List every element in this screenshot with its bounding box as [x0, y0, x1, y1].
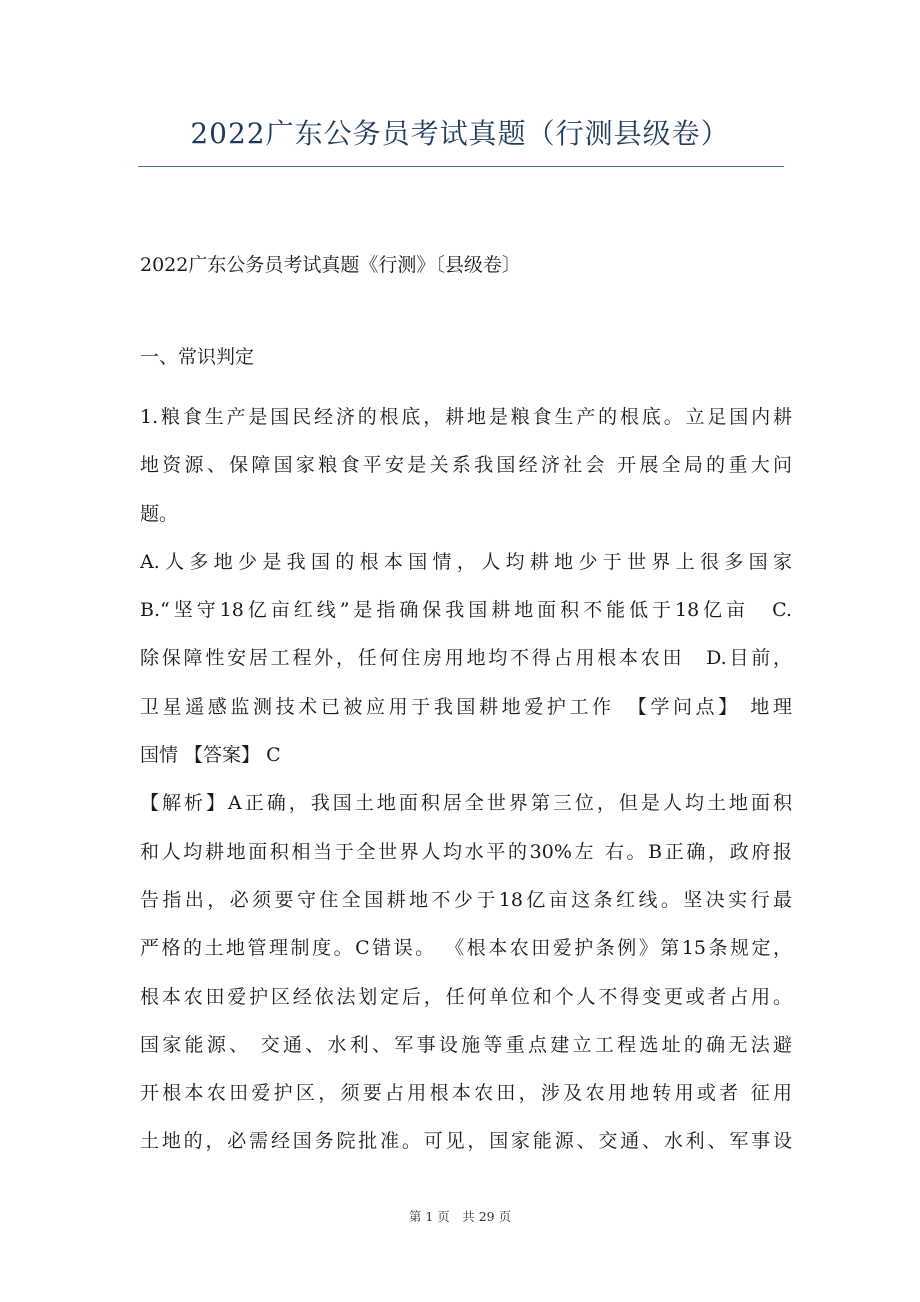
- question-body: [140, 393, 792, 1166]
- text-line: 地资源、保障国家粮食平安是关系我国经济社会 开展全局的重大问: [140, 454, 792, 477]
- option-c: 除保障性安居工程外，任何住房用地均不得占用根本农田 D.目前，: [140, 647, 792, 670]
- document-title: 2022广东公务员考试真题（行测县级卷）: [190, 117, 730, 150]
- page-number-footer: 第 1 页 共 29 页: [408, 1209, 512, 1224]
- title-underline: [138, 166, 784, 167]
- option-d: 卫星遥感监测技术已被应用于我国耕地爱护工作 【学问点】 地理: [140, 695, 792, 718]
- answer-line: 国情 【答案】 C: [140, 744, 281, 767]
- analysis-line: 告指出，必须要守住全国耕地不少于18亿亩这条红线。坚决实行最: [140, 888, 792, 911]
- document-subtitle: 2022广东公务员考试真题《行测》〔县级卷〕: [140, 254, 521, 276]
- analysis-line: 国家能源、 交通、水利、军事设施等重点建立工程选址的确无法避: [140, 1033, 792, 1056]
- option-b: B.“坚守18亿亩红线”是指确保我国耕地面积不能低于18亿亩 C.: [140, 599, 792, 622]
- text-line: 题。: [140, 502, 179, 525]
- option-a: A.人多地少是我国的根本国情，人均耕地少于世界上很多国家: [140, 550, 792, 573]
- analysis-line: 开根本农田爱护区，须要占用根本农田，涉及农用地转用或者 征用: [140, 1082, 792, 1105]
- analysis-line: 土地的，必需经国务院批准。可见，国家能源、交通、水利、军事设: [140, 1130, 792, 1153]
- analysis-line: 【解析】A正确，我国土地面积居全世界第三位，但是人均土地面积: [140, 792, 792, 815]
- analysis-line: 和人均耕地面积相当于全世界人均水平的30%左 右。B正确，政府报: [140, 840, 792, 863]
- section-heading: 一、常识判定: [140, 346, 255, 368]
- text-line: 1.粮食生产是国民经济的根底，耕地是粮食生产的根底。立足国内耕: [140, 406, 792, 428]
- analysis-line: 严格的土地管理制度。C错误。 《根本农田爱护条例》第15条规定，: [140, 937, 792, 960]
- analysis-line: 根本农田爱护区经依法划定后，任何单位和个人不得变更或者占用。: [140, 985, 792, 1008]
